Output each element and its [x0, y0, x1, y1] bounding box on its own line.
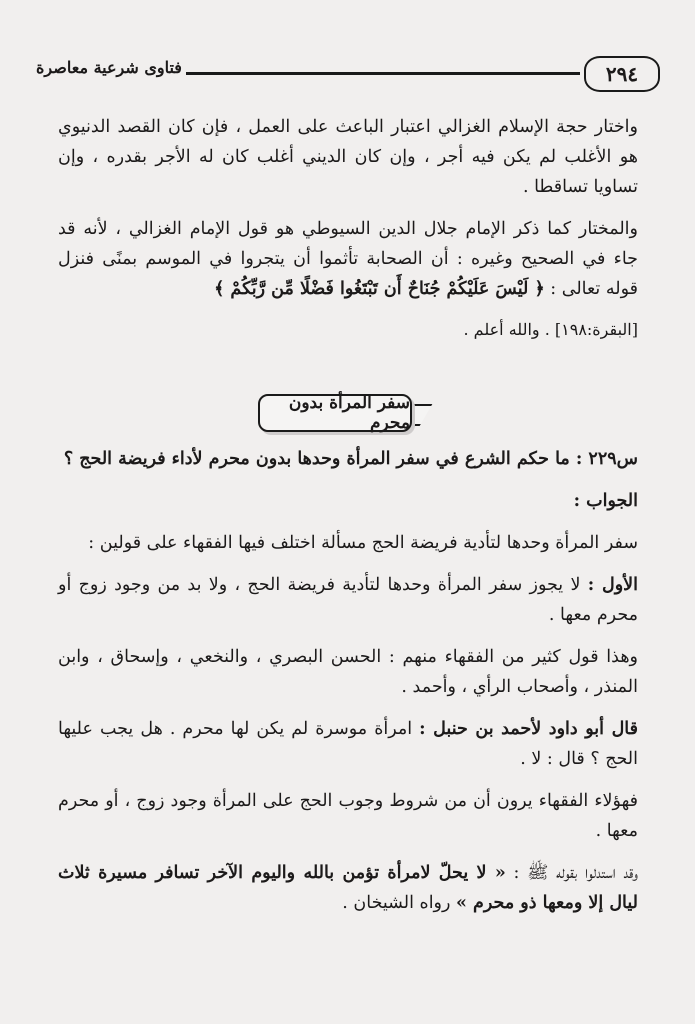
- paragraph-scholars: وهذا قول كثير من الفقهاء منهم : الحسن البصري ، والنخعي ، وإسحاق ، وابن المنذر ، وأصحاب الرأي ، وأحمد .: [58, 647, 638, 697]
- paragraph-conditions: فهؤلاء الفقهاء يرون أن من شروط وجوب الحج على المرأة وجود زوج ، أو محرم معها .: [58, 791, 638, 841]
- quran-verse: ﴿ لَيْسَ عَلَيْكُمْ جُنَاحٌ أَن تَبْتَغُوا فَضْلًا مِّن رَّبِّكُمْ ﴾: [214, 279, 545, 299]
- answer-label: الجواب :: [573, 491, 638, 511]
- paragraph-first-opinion: [58, 570, 638, 630]
- running-title: فتاوى شرعية معاصرة: [36, 58, 182, 77]
- paragraph-suyuti-text: والمختار كما ذكر الإمام جلال الدين السيوطي هو قول الإمام الغزالي ، لأنه قد جاء في الصحيح وغيره : أن الصحابة تأثموا أن يتجروا في الموسم بمنًى فنزل قوله تعالى :: [58, 219, 638, 299]
- first-opinion-label: الأول :: [587, 575, 638, 595]
- paragraph-abu-dawud: [58, 714, 638, 774]
- fatwa-text: [58, 444, 638, 930]
- abu-dawud-text: امرأة موسرة لم يكن لها محرم . هل يجب عليها الحج ؟ قال : لا .: [58, 719, 638, 769]
- intro-text: [58, 112, 638, 356]
- header-rule: [186, 72, 580, 75]
- paragraph-suyuti: [58, 214, 638, 304]
- verse-citation: [البقرة:١٩٨] . والله أعلم .: [463, 320, 638, 339]
- paragraph-two-opinions: سفر المرأة وحدها لتأدية فريضة الحج مسألة اختلف فيها الفقهاء على قولين :: [88, 533, 638, 553]
- paragraph-ghazali: واختار حجة الإسلام الغزالي اعتبار الباعث على العمل ، فإن كان القصد الدنيوي هو الأغلب لم يكن فيه أجر ، وإن كان الديني أغلب كان له الأجر بقدره ، وإن تساويا تساقطا .: [58, 117, 638, 197]
- paragraph-hadith: [58, 858, 638, 918]
- page-header: [36, 56, 660, 92]
- hadith-text: « لا يحلّ لامرأة تؤمن بالله واليوم الآخر تسافر مسيرة ثلاث ليال إلا ومعها ذو محرم »: [58, 863, 638, 913]
- page-number: ٢٩٤: [584, 56, 660, 92]
- hadith-intro: وقد استدلوا بقوله ﷺ :: [505, 863, 638, 883]
- question: س٢٢٩ : ما حكم الشرع في سفر المرأة وحدها بدون محرم لأداء فريضة الحج ؟: [63, 449, 638, 469]
- section-heading: سفر المرأة بدون محرم: [258, 394, 412, 432]
- hadith-source: رواه الشيخان .: [342, 893, 457, 913]
- abu-dawud-label: قال أبو داود لأحمد بن حنبل :: [419, 719, 638, 739]
- first-opinion-text: لا يجوز سفر المرأة وحدها لتأدية فريضة الحج ، ولا بد من وجود زوج أو محرم معها .: [58, 575, 638, 625]
